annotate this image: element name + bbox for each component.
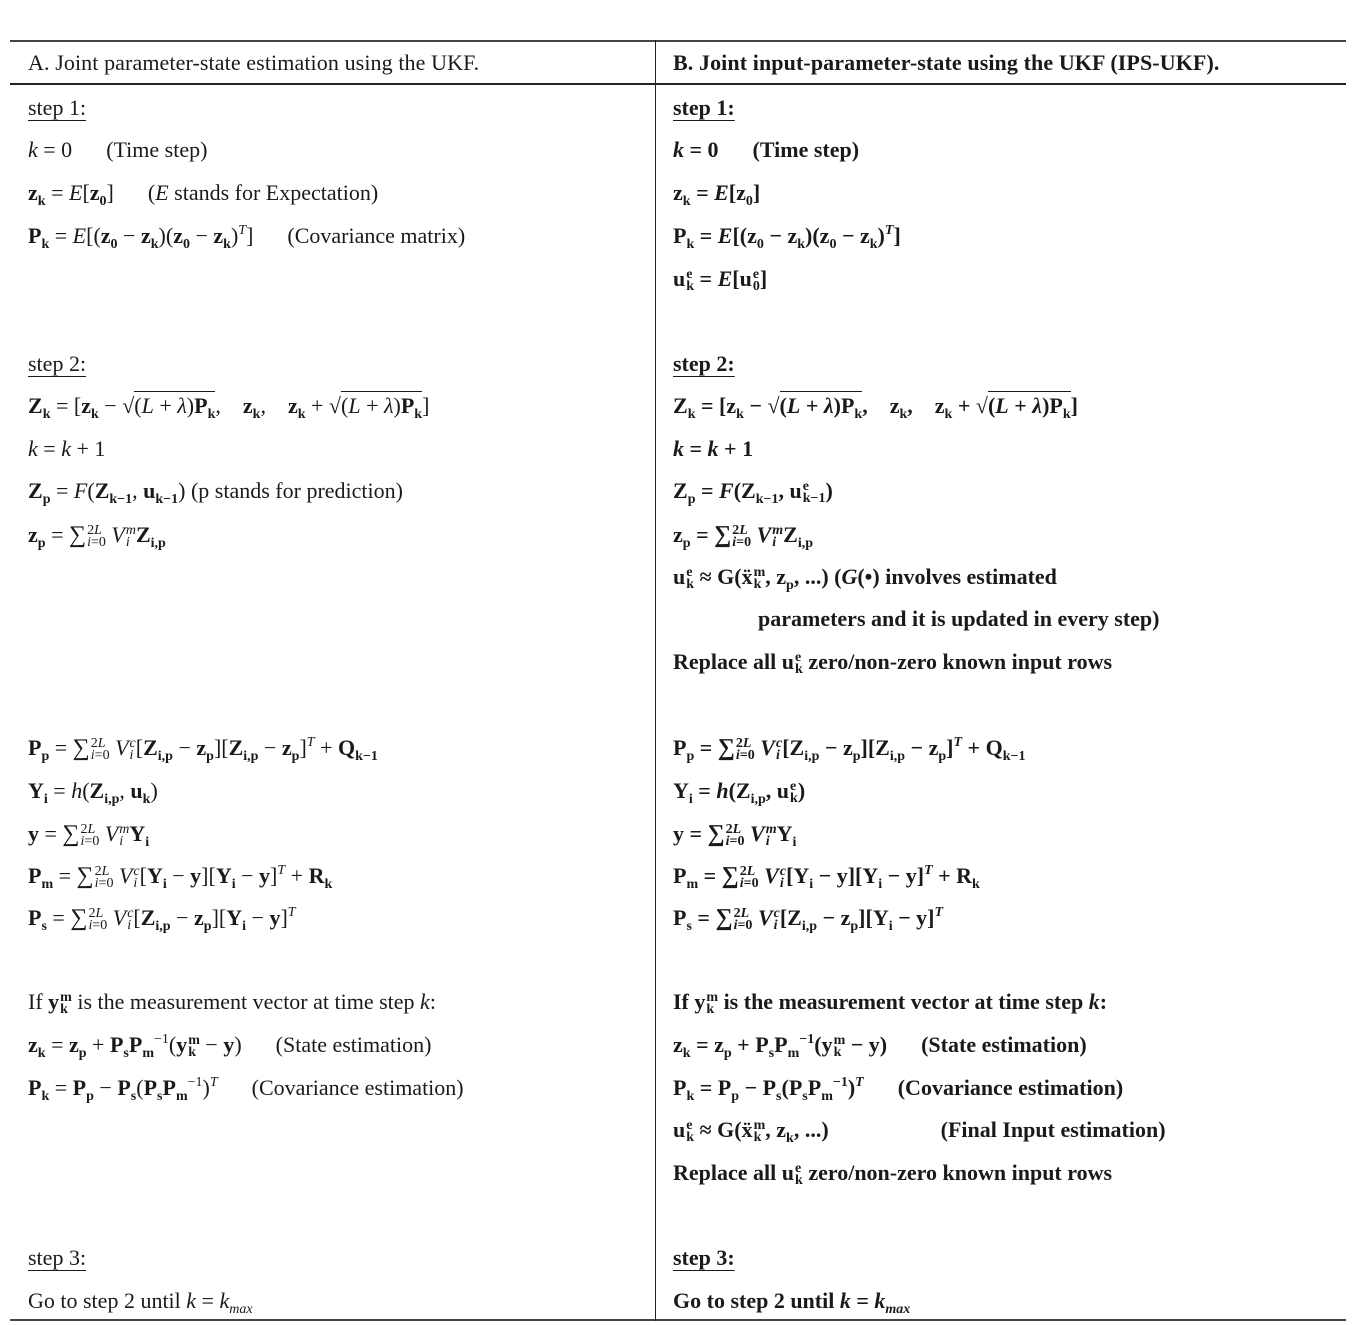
step1-label: step 1: bbox=[673, 95, 735, 120]
final-input-note: (Final Input estimation) bbox=[940, 1117, 1166, 1142]
covariance-update-note: (Covariance estimation) bbox=[897, 1075, 1124, 1100]
input-estimate-note-continued: parameters and it is updated in every step) bbox=[758, 606, 1160, 631]
zp-note: (p stands for prediction) bbox=[190, 478, 403, 503]
table-top-rule bbox=[10, 40, 1346, 42]
step3-label: step 3: bbox=[673, 1245, 735, 1270]
z-init-equation: $z_k = E[z_0]$ (E stands for Expectation) bbox=[28, 180, 379, 209]
replace-known-inputs-final: Replace all u e k zero/non-zero known input rows bbox=[673, 1160, 1113, 1188]
p-init-equation: $P_k = E[(z_0 - z_k)(z_0 - z_k)^T]$ (Covariance matrix) bbox=[28, 223, 466, 252]
loop-condition: Go to step 2 until $k = k_{max}$ bbox=[28, 1288, 253, 1317]
u-init-equation: u e k = E[u e 0 ] bbox=[673, 266, 768, 294]
sigma-points-equation: $Z_k = [z_k - √(L + \lambda)P_k$, $z_k$, $z_k + √(L + \lambda)P_k$] bbox=[28, 393, 430, 422]
sigma-points-equation: $Z_k = [z_k - √(L + \lambda)P_k$, $z_k$, $z_k + √(L + \lambda)P_k$] bbox=[673, 393, 1078, 422]
y-mean-equation: y = ∑ 2L i=0 V m i $Y_i$ bbox=[28, 821, 150, 850]
k-init-note: (Time step) bbox=[752, 137, 860, 162]
k-init-equation: k = 0 (Time step) bbox=[28, 137, 208, 162]
column-b-header: B. Joint input-parameter-state using the UKF (IPS-UKF). bbox=[673, 50, 1220, 75]
step2-label: step 2: bbox=[673, 351, 735, 376]
pp-equation: $P_p$ = ∑ 2L i=0 V c i $[Z_{i,p} - z_p][Z_{i,p} - z_p]^T + Q_{k-1}$ bbox=[673, 735, 1026, 764]
final-input-estimate-equation: u e k ≈ G(ẍ m k , $z_k$, ...) (Final Input estimation) bbox=[673, 1117, 1166, 1146]
state-update-equation: $z_k = z_p + P_sP_m^{-1}(y$ m k − y) (State estimation) bbox=[673, 1032, 1087, 1061]
state-update-equation: $z_k = z_p + P_sP_m^{-1}(y$ m k − y) (State estimation) bbox=[28, 1032, 432, 1061]
pm-equation: $P_m$ = ∑ 2L i=0 V c i $[Y_i - y][Y_i - y]^T + R_k$ bbox=[673, 863, 980, 892]
covariance-update-equation: $P_k = P_p - P_s(P_sP_m^{-1})^T$ (Covariance estimation) bbox=[28, 1075, 464, 1104]
k-init-equation: k = 0 (Time step) bbox=[673, 137, 860, 162]
input-estimate-equation: u e k ≈ G(ẍ m k , $z_p$, ...) (G(•) involves estimated bbox=[673, 564, 1057, 593]
yi-equation: $Y_i = h(Z_{i,p}$, u e k ) bbox=[673, 778, 806, 807]
ps-equation: $P_s$ = ∑ 2L i=0 V c i $[Z_{i,p} - z_p][Y_i - y]^T$ bbox=[673, 905, 944, 934]
column-divider bbox=[655, 40, 656, 1321]
measurement-condition: If y m k is the measurement vector at time step k: bbox=[673, 989, 1108, 1017]
z-init-note: (E stands for Expectation) bbox=[147, 180, 379, 205]
covariance-update-equation: $P_k = P_p - P_s(P_sP_m^{-1})^T$ (Covariance estimation) bbox=[673, 1075, 1124, 1104]
replace-known-inputs: Replace all u e k zero/non-zero known input rows bbox=[673, 649, 1113, 677]
step2-label: step 2: bbox=[28, 351, 87, 376]
step3-label: step 3: bbox=[28, 1245, 87, 1270]
y-mean-equation: y = ∑ 2L i=0 V m i $Y_i$ bbox=[673, 821, 797, 850]
state-update-note: (State estimation) bbox=[921, 1032, 1087, 1057]
column-a-header: A. Joint parameter-state estimation using the UKF. bbox=[28, 50, 480, 75]
measurement-condition: If y m k is the measurement vector at time step k: bbox=[28, 989, 436, 1017]
z-init-equation: $z_k = E[z_0]$ bbox=[673, 180, 761, 209]
ps-equation: $P_s$ = ∑ 2L i=0 V c i $[Z_{i,p} - z_p][Y_i - y]^T$ bbox=[28, 905, 296, 934]
yi-equation: $Y_i = h(Z_{i,p}$, $u_k$) bbox=[28, 778, 158, 807]
p-init-equation: $P_k = E[(z_0 - z_k)(z_0 - z_k)^T]$ bbox=[673, 223, 901, 252]
zp-prediction-equation: $Z_p = F(Z_{k-1}$, u e k−1 ) bbox=[673, 478, 833, 507]
k-init-note: (Time step) bbox=[106, 137, 208, 162]
step1-label: step 1: bbox=[28, 95, 87, 120]
table-bottom-rule bbox=[10, 1319, 1346, 1321]
pp-equation: $P_p$ = ∑ 2L i=0 V c i $[Z_{i,p} - z_p][Z_{i,p} - z_p]^T + Q_{k-1}$ bbox=[28, 735, 378, 764]
k-increment-equation: k = k + 1 bbox=[28, 436, 106, 461]
state-update-note: (State estimation) bbox=[275, 1032, 432, 1057]
p-init-note: (Covariance matrix) bbox=[287, 223, 466, 248]
input-estimate-note: (G(•) involves estimated bbox=[834, 564, 1057, 589]
zp-prediction-equation: $Z_p = F(Z_{k-1}$, $u_{k-1}$) (p stands for prediction) bbox=[28, 478, 403, 507]
covariance-update-note: (Covariance estimation) bbox=[251, 1075, 464, 1100]
zp-mean-equation: $z_p$ = ∑ 2L i=0 V m i $Z_{i,p}$ bbox=[673, 522, 814, 551]
k-increment-equation: k = k + 1 bbox=[673, 436, 754, 461]
loop-condition: Go to step 2 until $k = k_{max}$ bbox=[673, 1288, 911, 1317]
zp-mean-equation: $z_p$ = ∑ 2L i=0 V m i $Z_{i,p}$ bbox=[28, 522, 166, 551]
pm-equation: $P_m$ = ∑ 2L i=0 V c i $[Y_i - y][Y_i - y]^T + R_k$ bbox=[28, 863, 333, 892]
table-header-rule bbox=[10, 83, 1346, 85]
algorithm-comparison-table bbox=[10, 40, 1346, 1321]
